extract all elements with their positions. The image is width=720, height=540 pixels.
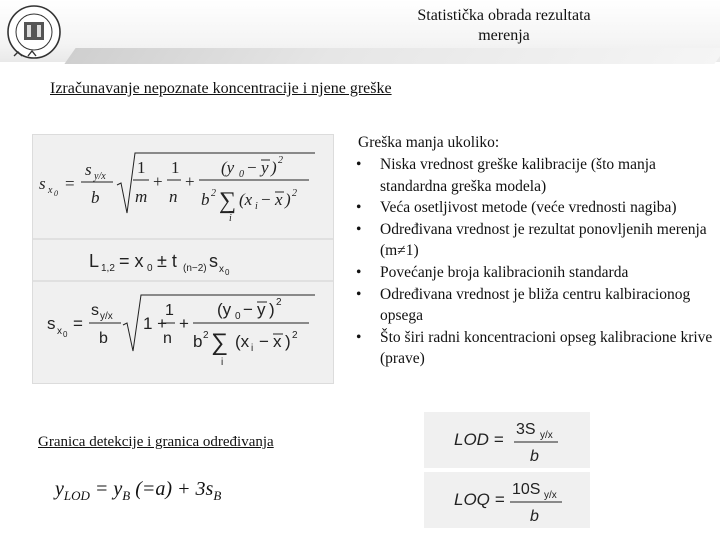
list-item: • Niska vrednost greške kalibracije (što manja standardna greška modela) [356,156,656,195]
svg-text:): ) [269,300,275,319]
loq-numerator-sub: y/x [544,490,557,501]
list-item: • Što širi radni koncentracioni opseg kalibracione krive (prave) [356,328,713,368]
svg-text:−: − [243,300,253,319]
list-item: • Određivana vrednost je rezultat ponovljenih merenja (m≠1) [356,220,707,260]
svg-text:∑: ∑ [219,188,237,214]
lod-formula-box [424,412,590,468]
svg-text:(x: (x [235,332,250,351]
svg-text:+: + [185,172,195,191]
university-seal-icon [4,4,64,62]
svg-text:): ) [285,190,291,209]
header-decoration [64,48,720,64]
svg-text:(y: (y [217,300,232,319]
svg-text:i: i [229,213,232,224]
svg-text:2: 2 [276,297,282,308]
bullet-icon: • [356,199,362,217]
svg-text:s: s [91,302,99,319]
svg-text:(y: (y [221,158,235,177]
svg-text:(x: (x [239,190,253,209]
slide-title [374,6,634,46]
lod-denominator: b [530,448,539,465]
svg-text:=: = [73,314,83,333]
svg-text:± t: ± t [157,251,177,271]
svg-text:i: i [251,343,254,354]
svg-text:0: 0 [239,169,244,180]
svg-text:1: 1 [165,302,174,319]
formula-sx0-single [39,153,315,224]
lod-lhs: LOD = [454,430,504,449]
svg-text:+: + [153,172,163,191]
svg-text:0: 0 [225,268,230,277]
svg-text:L: L [89,251,100,271]
svg-text:m: m [135,187,148,206]
lod-numerator-sub: y/x [540,430,553,441]
svg-text:): ) [285,332,291,351]
svg-text:2: 2 [278,155,283,166]
bullet-icon: • [356,156,362,173]
bullet-icon: • [356,220,362,238]
svg-text:x: x [219,264,224,275]
loq-formula-box [424,472,590,528]
formula-sx0-repeated [47,295,315,368]
conditions-title: Greška manja ukoliko: [358,134,500,151]
lod-equation: $y_{LOD} = y_B$ $(=a) + 3s_B$ [55,478,222,503]
loq-lhs: LOQ = [454,490,505,509]
title-line-1: Statistička obrada rezultata [417,7,591,24]
svg-text:0: 0 [54,189,58,198]
slide-header [0,0,720,62]
svg-text:+: + [179,314,189,333]
conditions-list [356,154,716,370]
list-item: • Povećanje broja kalibracionih standarda [356,262,716,284]
svg-text:−: − [261,190,271,209]
svg-text:1: 1 [171,158,180,177]
section-subheading: Izračunavanje nepoznate koncentracije i njene greške [50,80,392,97]
svg-text:1,2: 1,2 [101,263,115,274]
svg-text:b: b [193,332,203,351]
svg-text:n: n [163,330,172,347]
loq-denominator: b [530,508,539,525]
loq-numerator: 10S [512,481,541,498]
svg-text:∑: ∑ [211,329,229,356]
svg-text:i: i [255,201,258,212]
svg-text:x: x [273,332,282,351]
formula-confidence-limits [89,251,230,277]
svg-text:): ) [271,158,277,177]
svg-text:x: x [48,185,53,196]
svg-text:2: 2 [292,188,297,199]
svg-text:s: s [39,174,46,193]
svg-text:y/x: y/x [94,171,106,182]
svg-text:x: x [57,326,62,337]
svg-text:= x: = x [119,251,144,271]
svg-text:2: 2 [292,330,298,341]
svg-text:b: b [99,330,108,347]
svg-text:b: b [201,190,210,209]
svg-text:2: 2 [203,330,209,341]
svg-text:2: 2 [211,188,216,199]
bullet-icon: • [356,328,362,346]
bullet-icon: • [356,285,362,303]
svg-text:y: y [261,158,269,177]
title-line-2: merenja [478,27,530,44]
svg-text:s: s [209,251,218,271]
lod-numerator: 3S [516,421,536,438]
svg-text:=: = [65,174,75,193]
svg-text:s: s [47,314,56,333]
svg-text:−: − [259,332,269,351]
bullet-icon: • [356,263,362,281]
svg-text:b: b [91,188,100,207]
list-item: • Određivana vrednost je bliža centru kalbiracionog opsega [356,285,691,325]
svg-text:0: 0 [147,263,153,274]
list-item: • Veća osetljivost metode (veće vrednosti nagiba) [356,197,716,219]
svg-text:−: − [247,158,257,177]
svg-text:i: i [221,357,224,368]
detection-title: Granica detekcije i granica određivanja [38,434,274,450]
svg-text:s: s [85,160,92,179]
svg-text:1: 1 [137,158,146,177]
svg-text:(n−2): (n−2) [183,263,207,274]
svg-text:1 +: 1 + [143,314,168,333]
svg-text:x: x [275,190,283,209]
svg-text:y/x: y/x [100,311,113,322]
svg-text:y: y [257,300,266,319]
svg-text:0: 0 [63,330,68,339]
formula-panel [32,134,334,384]
svg-text:0: 0 [235,311,241,322]
svg-text:n: n [169,187,178,206]
